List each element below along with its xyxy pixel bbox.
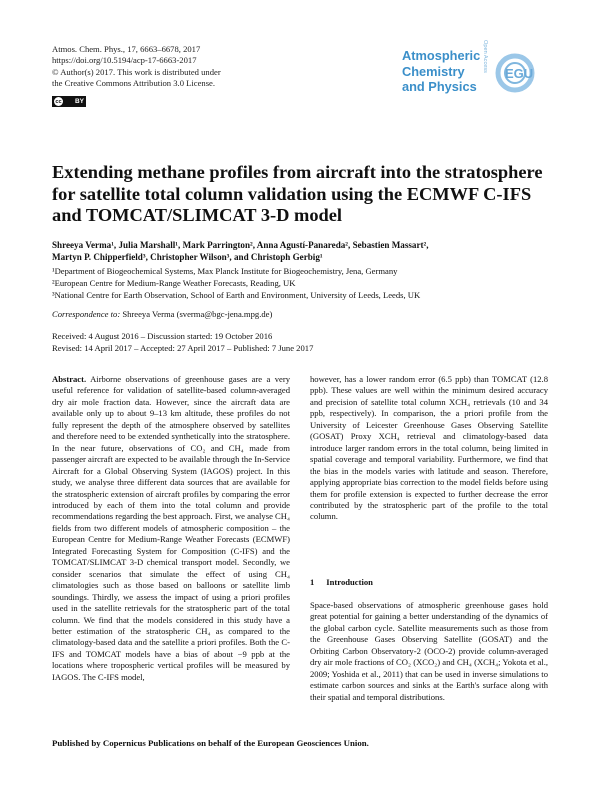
dates-received: Received: 4 August 2016 – Discussion started: 19 October 2016 xyxy=(52,331,273,341)
affiliation-2: ²European Centre for Medium-Range Weather Forecasts, Reading, UK xyxy=(52,278,296,288)
authors-line-2: Martyn P. Chipperfield³, Christopher Wilson³, and Christoph Gerbig¹ xyxy=(52,252,323,263)
section-number: 1 xyxy=(310,577,315,587)
article-title: Extending methane profiles from aircraft into the stratosphere for satellite total column validation using the ECMWF C-IFS and TOMCAT/SLIMCAT 3-D model xyxy=(52,162,543,226)
cc-icon: cc xyxy=(55,98,62,105)
journal-citation: Atmos. Chem. Phys., 17, 6663–6678, 2017 xyxy=(52,44,201,54)
section-heading-introduction xyxy=(310,577,373,587)
journal-logo-text xyxy=(402,48,480,95)
publisher-footer: Published by Copernicus Publications on behalf of the European Geosciences Union. xyxy=(52,738,369,748)
citation-block xyxy=(52,44,221,90)
authors-line-1: Shreeya Verma¹, Julia Marshall¹, Mark Parrington², Anna Agustí-Panareda², Sebastien Massart², xyxy=(52,240,429,250)
journal-name-line-2: Chemistry xyxy=(402,63,465,79)
correspondence xyxy=(52,308,272,320)
open-access-label: Open Access xyxy=(482,40,488,73)
correspondence-label: Correspondence to: xyxy=(52,309,121,319)
introduction-paragraph: Space-based observations of atmospheric greenhouse gases hold great potential for gaining a better understanding of the dynamics of the global carbon cycle. Satellite measurements such as those from the Greenhouse Gases Observing Satellite (GOSAT) and the Orbiting Carbon Observatory-2 (OCO-2) provide column-averaged dry air mole fractions of CO₂ (XCO₂) and CH₄ (XCH₄; Yokota et al., 2009; Yoshida et al., 2011) that can be used in inverse simulations to estimate carbon sources and sinks at the Earth's surface along with their spatial and temporal distributions. xyxy=(310,600,548,702)
abstract-column-right xyxy=(310,374,548,523)
section-title: Introduction xyxy=(326,577,373,587)
egu-logo-text: EGU xyxy=(505,66,534,81)
dates-published: Revised: 14 April 2017 – Accepted: 27 April 2017 – Published: 7 June 2017 xyxy=(52,343,314,353)
cc-license-badge[interactable] xyxy=(52,96,86,107)
author-list xyxy=(52,239,552,263)
correspondence-email[interactable]: Shreeya Verma (sverma@bgc-jena.mpg.de) xyxy=(122,309,273,319)
affiliation-3: ³National Centre for Earth Observation, School of Earth and Environment, University of Leeds, Leeds, UK xyxy=(52,290,421,300)
abstract-label: Abstract. xyxy=(52,374,87,384)
abstract-text: Airborne observations of greenhouse gases are a very useful reference for validation of satellite-based column-averaged dry air mole fraction data. However, since the aircraft data are available only up to about 9–13 km altitude, these profiles do not fully represent the depth of the atmosphere observed by satellites and therefore need to be extended synthetically into the stratosphere. In the near future, observations of CO₂ and CH₄ made from passenger aircraft are expected to be available through the In-Service Aircraft for a Global Observing System (IAGOS) project. In this study, we analyse three different data sources that are available for the stratospheric extension of aircraft profiles by comparing the error introduced by each of them into the total column and provide recommendations regarding the best approach. First, we analyse CH₄ fields from two different models of atmospheric composition – the European Centre for Medium-Range Weather Forecasts (ECMWF) Integrated Forecasting System for Composition (C-IFS) and the TOMCAT/SLIMCAT 3-D chemical transport model. Secondly, we consider scenarios that simulate the effect of using CH₄ climatologies such as those based on balloons or satellite limb soundings. Thirdly, we assess the impact of using a priori profiles used in the satellite retrievals for the stratospheric part of the total column. We find that the models considered in this study have a better estimation of the stratospheric CH₄ as compared to the climatology-based data and the satellite a priori profiles. Both the C-IFS and TOMCAT models have a bias of about −9 ppb at the locations where tropospheric vertical profiles will be measured by IAGOS. The C-IFS model, xyxy=(52,374,290,682)
by-icon: BY xyxy=(74,98,84,105)
affiliation-1: ¹Department of Biogeochemical Systems, Max Planck Institute for Biogeochemistry, Jena, Germany xyxy=(52,266,398,276)
journal-name-line-1: Atmospheric xyxy=(402,48,481,63)
license-line: the Creative Commons Attribution 3.0 License. xyxy=(52,78,216,89)
affiliations xyxy=(52,265,552,301)
doi-link[interactable]: https://doi.org/10.5194/acp-17-6663-2017 xyxy=(52,55,197,66)
abstract-column-left xyxy=(52,374,290,683)
abstract-continued: however, has a lower random error (6.5 ppb) than TOMCAT (12.8 ppb). These values are well within the minimum desired accuracy and precision of satellite total column XCH₄ retrievals (10 and 34 ppb, respectively). In comparison, the a priori profile from the University of Leicester Greenhouse Gases Observing Satellite (GOSAT) Proxy XCH₄ retrieval and climatology-based data introduce larger random errors in the total column, being limited in spatial coverage and temporal variability. Furthermore, we find that the bias in the models varies with latitude and season. Therefore, applying appropriate bias correction to the model fields before using them for profile extension is expected to further decrease the error contributed by the stratospheric part of the profile to the total column. xyxy=(310,374,548,522)
journal-name-line-3: and Physics xyxy=(402,79,477,95)
egu-logo-icon xyxy=(494,52,546,94)
article-dates xyxy=(52,330,313,354)
copyright-line: © Author(s) 2017. This work is distributed under xyxy=(52,66,221,77)
